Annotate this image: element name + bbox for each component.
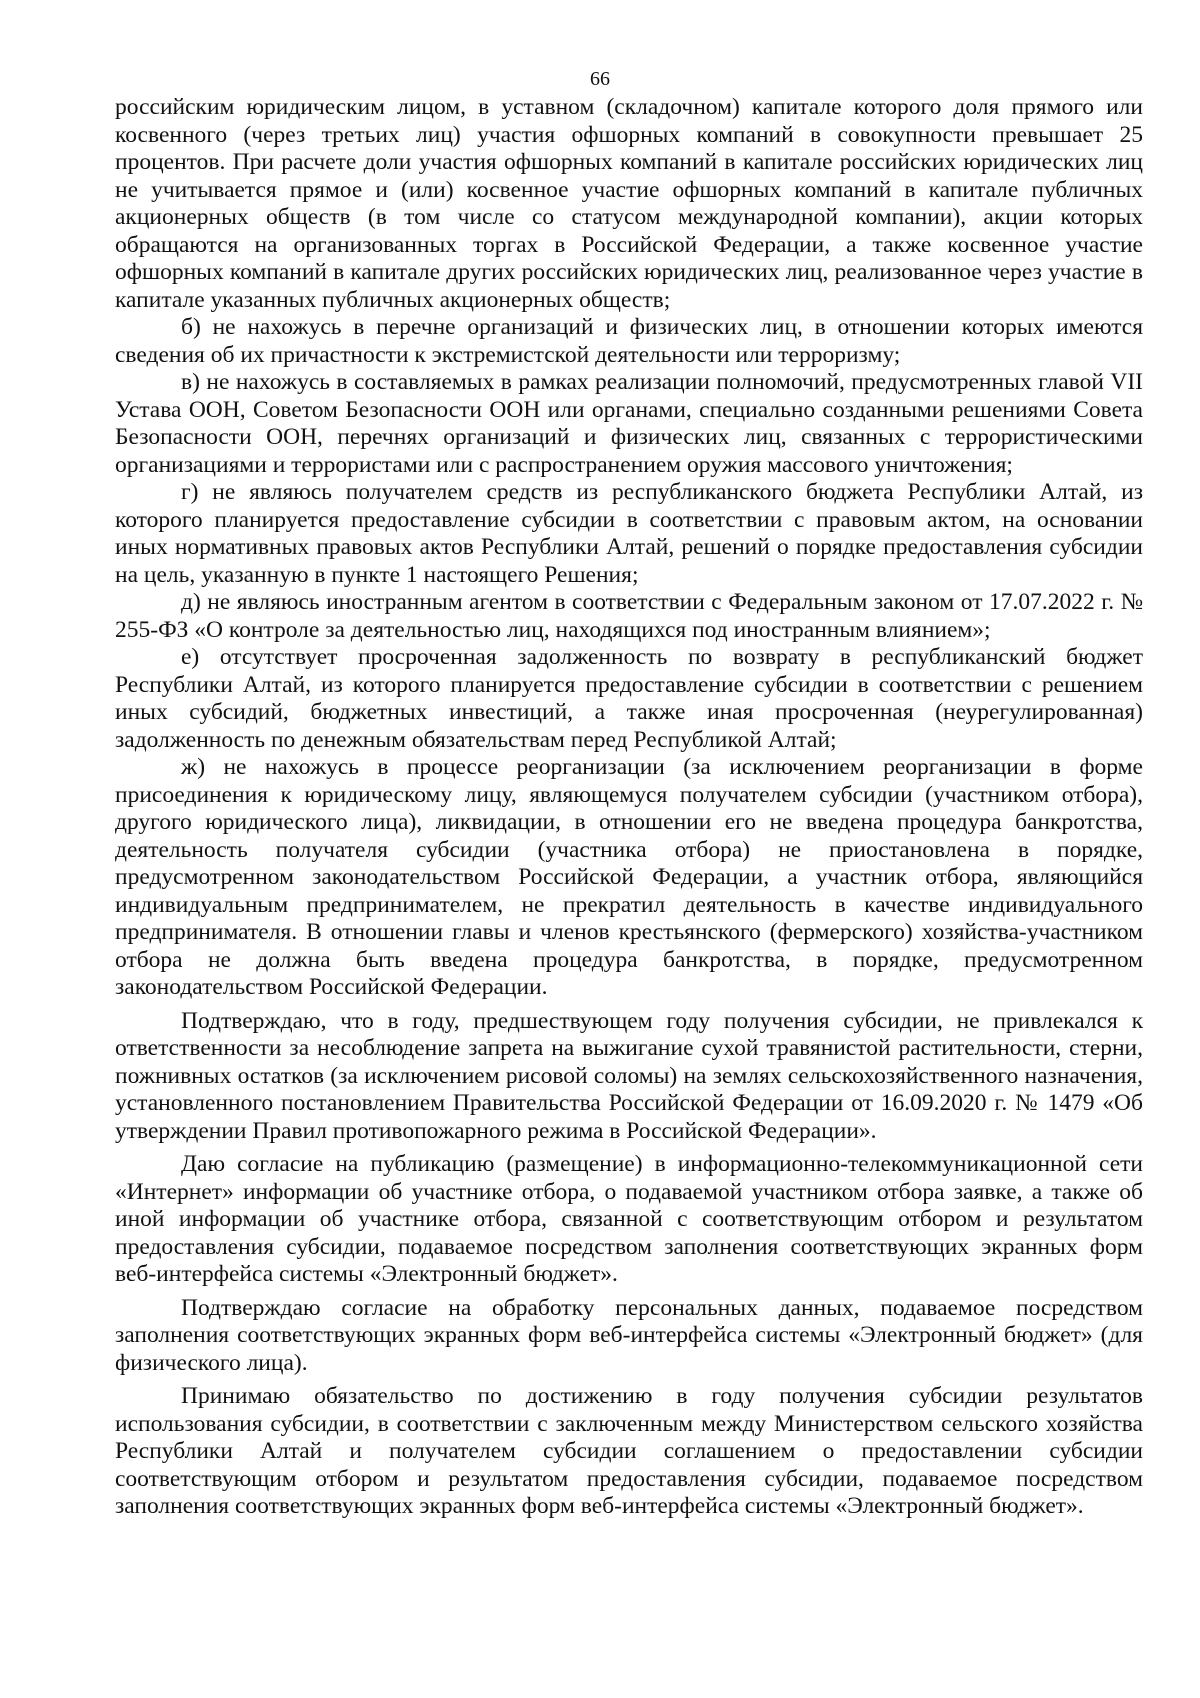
paragraph-item-b: б) не нахожусь в перечне организаций и физических лиц, в отношении которых имеются сведения об их причастности к экстремистской деятельности или терроризму;: [115, 314, 1143, 368]
paragraph-item-g: г) не являюсь получателем средств из республиканского бюджета Республики Алтай, из которого планируется предоставление субсидии в соответствии с правовым актом, на основании иных нормативных правовых актов Республики Алтай, решений о порядке предоставления субсидии на цель, указанную в пункте 1 настоящего Решения;: [115, 479, 1143, 588]
paragraph-fire-confirmation: Подтверждаю, что в году, предшествующем году получения субсидии, не привлекался к ответственности за несоблюдение запрета на выжигание сухой травянистой растительности, стерни, пожнивных остатков (за исключением рисовой соломы) на землях сельскохозяйственного назначения, установленного постановлением Правительства Российской Федерации от 16.09.2020 г. № 1479 «Об утверждении Правил противопожарного режима в Российской Федерации».: [115, 1007, 1143, 1144]
paragraph-personal-data-consent: Подтверждаю согласие на обработку персональных данных, подаваемое посредством заполнения соответствующих экранных форм веб-интерфейса системы «Электронный бюджет» (для физического лица).: [115, 1294, 1143, 1376]
document-body: [115, 94, 1143, 1521]
paragraph-item-v: в) не нахожусь в составляемых в рамках реализации полномочий, предусмотренных главой VII Устава ООН, Советом Безопасности ООН или органами, специально созданными решениями Совета Безопасности ООН, перечнях организаций и физических лиц, связанных с террористическими организациями и террористами или с распространением оружия массового уничтожения;: [115, 369, 1143, 478]
paragraph-offshore-continuation: российским юридическим лицом, в уставном (складочном) капитале которого доля прямого или косвенного (через третьих лиц) участия офшорных компаний в совокупности превышает 25 процентов. При расчете доли участия офшорных компаний в капитале российских юридических лиц не учитывается прямое и (или) косвенное участие офшорных компаний в капитале публичных акционерных обществ (в том числе со статусом международной компании), акции которых обращаются на организованных торгах в Российской Федерации, а также косвенное участие офшорных компаний в капитале других российских юридических лиц, реализованное через участие в капитале указанных публичных акционерных обществ;: [115, 94, 1143, 313]
paragraph-results-obligation: Принимаю обязательство по достижению в году получения субсидии результатов использования субсидии, в соответствии с заключенным между Министерством сельского хозяйства Республики Алтай и получателем субсидии соглашением о предоставлении субсидии соответствующим отбором и результатом предоставления субсидии, подаваемое посредством заполнения соответствующих экранных форм веб-интерфейса системы «Электронный бюджет».: [115, 1383, 1143, 1519]
paragraph-item-zh: ж) не нахожусь в процессе реорганизации (за исключением реорганизации в форме присоединения к юридическому лицу, являющемуся получателем субсидии (участником отбора), другого юридического лица), ликвидации, в отношении его не введена процедура банкротства, деятельность получателя субсидии (участника отбора) не приостановлена в порядке, предусмотренном законодательством Российской Федерации, а участник отбора, являющийся индивидуальным предпринимателем, не прекратил деятельность в качестве индивидуального предпринимателя. В отношении главы и членов крестьянского (фермерского) хозяйства-участником отбора не должна быть введена процедура банкротства, в порядке, предусмотренном законодательством Российской Федерации.: [115, 754, 1143, 1000]
paragraph-publication-consent: Даю согласие на публикацию (размещение) в информационно-телекоммуникационной сети «Интернет» информации об участнике отбора, о подаваемой участником отбора заявке, а также об иной информации об участнике отбора, связанной с соответствующим отбором и результатом предоставления субсидии, подаваемое посредством заполнения соответствующих экранных форм веб-интерфейса системы «Электронный бюджет».: [115, 1151, 1143, 1287]
page-number: 66: [590, 68, 610, 90]
paragraph-item-e: е) отсутствует просроченная задолженность по возврату в республиканский бюджет Республики Алтай, из которого планируется предоставление субсидии в соответствии с решением иных субсидий, бюджетных инвестиций, а также иная просроченная (неурегулированная) задолженность по денежным обязательствам перед Республикой Алтай;: [115, 644, 1143, 753]
paragraph-item-d: д) не являюсь иностранным агентом в соответствии с Федеральным законом от 17.07.2022 г. № 255-ФЗ «О контроле за деятельностью лиц, находящихся под иностранным влиянием»;: [115, 589, 1143, 643]
